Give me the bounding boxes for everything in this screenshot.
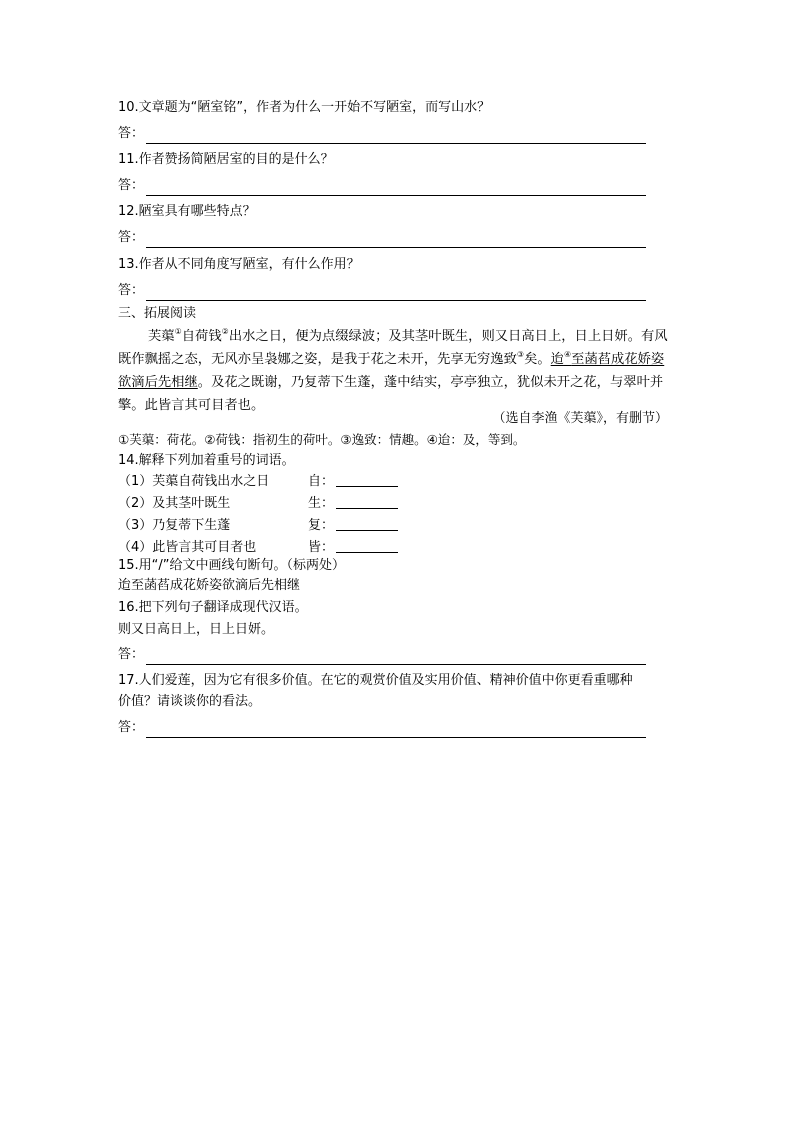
question-14: 14.解释下列加着重号的词语。 xyxy=(118,453,295,468)
answer-line-12[interactable] xyxy=(118,228,646,248)
answer-label: 答： xyxy=(118,283,145,298)
blank-field[interactable] xyxy=(336,538,398,553)
footnotes: ①芙蕖：荷花。②荷钱：指初生的荷叶。③逸致：情趣。④迨：及，等到。 xyxy=(118,432,526,447)
question-17-line2: 价值？请谈谈你的看法。 xyxy=(118,694,262,709)
question-13: 13.作者从不同角度写陋室，有什么作用？ xyxy=(118,257,360,272)
question-17-line1: 17.人们爱莲，因为它有很多价值。在它的观赏价值及实用价值、精神价值中你更看重哪种 xyxy=(118,673,633,688)
answer-label: 答： xyxy=(118,126,145,141)
footnote-mark: ④ xyxy=(563,350,572,359)
answer-label: 答： xyxy=(118,230,145,245)
q15-sentence: 迨至菡萏成花娇姿欲滴后先相继 xyxy=(118,578,301,593)
question-10: 10.文章题为“陋室铭”，作者为什么一开始不写陋室，而写山水？ xyxy=(118,100,491,115)
footnote-mark: ③ xyxy=(516,350,525,359)
blank-field[interactable] xyxy=(336,472,398,487)
answer-line-17[interactable] xyxy=(118,718,646,738)
answer-line-13[interactable] xyxy=(118,281,646,301)
answer-rule xyxy=(146,723,646,738)
answer-line-16[interactable] xyxy=(118,645,646,665)
passage-source: （选自李渔《芙蕖》，有删节） xyxy=(492,411,668,426)
answer-label: 答： xyxy=(118,647,145,662)
blank-field[interactable] xyxy=(336,516,398,531)
q14-item-2: （2）及其茎叶既生 生： xyxy=(118,494,398,514)
answer-rule xyxy=(146,233,646,248)
q16-sentence: 则又日高日上，日上日妍。 xyxy=(118,622,275,637)
question-12: 12.陋室具有哪些特点？ xyxy=(118,204,256,219)
question-11: 11.作者赞扬简陋居室的目的是什么？ xyxy=(118,152,334,167)
answer-label: 答： xyxy=(118,178,145,193)
answer-line-10[interactable] xyxy=(118,124,646,144)
question-16: 16.把下列句子翻译成现代汉语。 xyxy=(118,600,308,615)
question-15: 15.用“/”给文中画线句断句。（标两处） xyxy=(118,558,346,573)
q14-item-4: （4）此皆言其可目者也 皆： xyxy=(118,538,398,558)
answer-rule xyxy=(146,650,646,665)
footnote-mark: ② xyxy=(221,327,229,336)
answer-rule xyxy=(146,129,646,144)
footnote-mark: ① xyxy=(174,327,182,336)
underlined-sentence: 迨④至菡萏成花娇姿欲滴后先相继 xyxy=(118,350,665,390)
blank-field[interactable] xyxy=(336,494,398,509)
answer-label: 答： xyxy=(118,720,145,735)
answer-line-11[interactable] xyxy=(118,176,646,196)
reading-passage: 芙蕖①自荷钱②出水之日，便为点缀绿波；及其茎叶既生，则又日高日上，日上日妍。有风既作飘摇之态，无风亦呈袅娜之姿，是我于花之未开，先享无穷逸致③矣。迨④至菡萏成花娇姿欲滴后先相继。及花之既谢，乃复蒂下生蓬，蓬中结实，亭亭独立，犹似未开之花，与翠叶并擎。此皆言其可目者也。 xyxy=(118,327,668,413)
answer-rule xyxy=(146,181,646,196)
q14-item-3: （3）乃复蒂下生蓬 复： xyxy=(118,516,398,536)
answer-rule xyxy=(146,286,646,301)
section-heading: 三、拓展阅读 xyxy=(118,306,197,321)
q14-item-1: （1）芙蕖自荷钱出水之日 自： xyxy=(118,472,398,492)
